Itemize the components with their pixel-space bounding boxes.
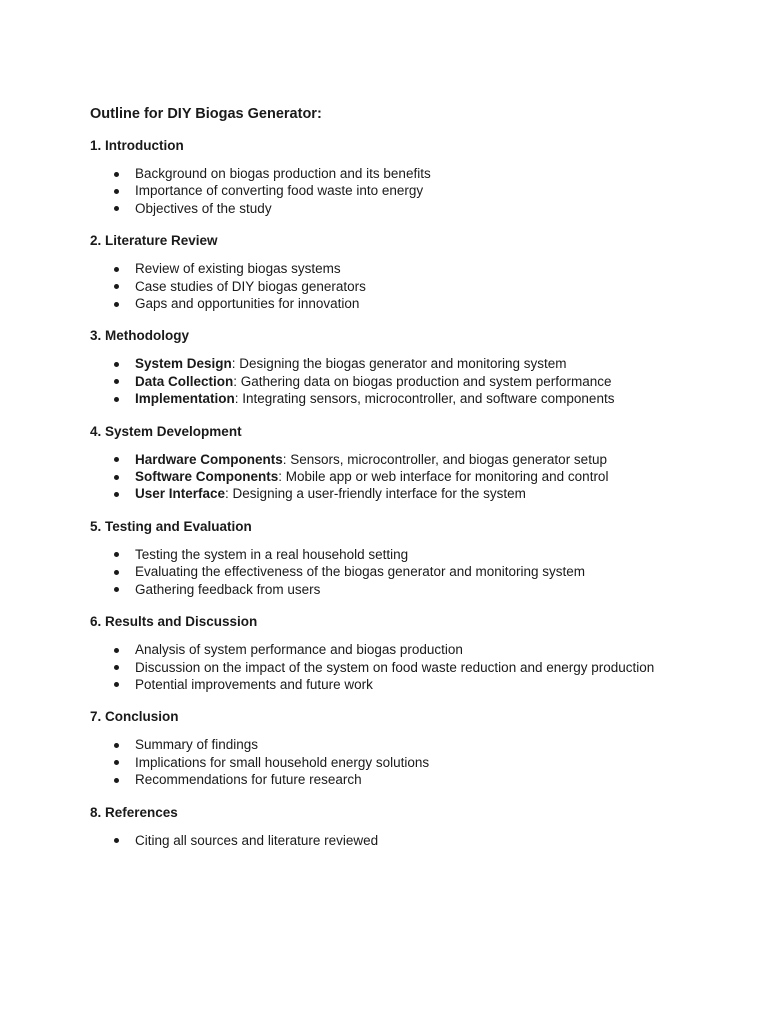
list-item bbox=[90, 468, 690, 485]
bullet-list bbox=[90, 832, 690, 849]
bullet-icon bbox=[114, 172, 119, 177]
list-item-text: : Designing a user-friendly interface for the system bbox=[225, 486, 526, 502]
document-title: Outline for DIY Biogas Generator: bbox=[90, 106, 322, 122]
bullet-list bbox=[90, 355, 690, 407]
list-item-text: Recommendations for future research bbox=[135, 772, 362, 788]
list-item-text: Summary of findings bbox=[135, 737, 259, 753]
list-item-text: Evaluating the effectiveness of the biogas generator and monitoring system bbox=[135, 564, 586, 580]
list-item-text: Background on biogas production and its benefits bbox=[135, 166, 431, 181]
list-item-text: Case studies of DIY biogas generators bbox=[135, 278, 366, 294]
list-item-text: : Sensors, microcontroller, and biogas generator setup bbox=[282, 451, 607, 467]
bullet-list bbox=[90, 165, 690, 217]
list-item-text: Objectives of the study bbox=[135, 200, 272, 216]
section-heading: 1. Introduction bbox=[90, 138, 184, 153]
list-item bbox=[90, 295, 690, 312]
section-heading: 8. References bbox=[90, 804, 178, 820]
bullet-icon bbox=[114, 648, 119, 653]
bullet-icon bbox=[114, 665, 119, 670]
list-item bbox=[90, 390, 690, 407]
list-item-term: Hardware Components bbox=[135, 451, 283, 467]
list-item bbox=[90, 832, 690, 849]
list-item bbox=[90, 278, 690, 295]
list-item-text: Discussion on the impact of the system on food waste reduction and energy production bbox=[135, 659, 655, 675]
list-item bbox=[90, 165, 690, 182]
list-item bbox=[90, 373, 690, 390]
outline-section bbox=[90, 231, 690, 312]
list-item bbox=[90, 200, 690, 217]
bullet-list bbox=[90, 260, 690, 312]
list-item bbox=[90, 563, 690, 580]
bullet-icon bbox=[114, 379, 119, 384]
list-item-text: : Integrating sensors, microcontroller, and software components bbox=[234, 391, 615, 407]
list-item-term: System Design bbox=[135, 356, 232, 372]
bullet-list bbox=[90, 736, 690, 788]
outline-section bbox=[90, 136, 690, 217]
section-heading: 5. Testing and Evaluation bbox=[90, 518, 252, 534]
bullet-icon bbox=[114, 267, 119, 272]
list-item bbox=[90, 451, 690, 468]
bullet-icon bbox=[114, 475, 119, 480]
bullet-icon bbox=[114, 570, 119, 575]
list-item bbox=[90, 641, 690, 658]
list-item-text: Gaps and opportunities for innovation bbox=[135, 296, 360, 312]
outline-section bbox=[90, 422, 690, 503]
bullet-icon bbox=[114, 302, 119, 307]
bullet-icon bbox=[114, 397, 119, 402]
section-heading: 6. Results and Discussion bbox=[90, 614, 258, 630]
list-item bbox=[90, 659, 690, 676]
bullet-icon bbox=[114, 743, 119, 748]
section-heading: 2. Literature Review bbox=[90, 233, 218, 249]
list-item-text: Implications for small household energy solutions bbox=[135, 754, 430, 770]
list-item bbox=[90, 736, 690, 753]
list-item-term: Data Collection bbox=[135, 373, 234, 389]
list-item-text: : Gathering data on biogas production and system performance bbox=[233, 373, 612, 389]
bullet-icon bbox=[114, 457, 119, 462]
list-item bbox=[90, 546, 690, 563]
outline-section bbox=[90, 517, 690, 598]
list-item-text: : Mobile app or web interface for monitoring and control bbox=[278, 469, 609, 485]
outline-section bbox=[90, 326, 690, 407]
bullet-icon bbox=[114, 587, 119, 592]
bullet-icon bbox=[114, 492, 119, 497]
bullet-icon bbox=[114, 552, 119, 557]
bullet-icon bbox=[114, 682, 119, 687]
document-page bbox=[90, 104, 690, 863]
list-item-term: Software Components bbox=[135, 469, 279, 485]
section-heading: 7. Conclusion bbox=[90, 709, 179, 725]
bullet-icon bbox=[114, 760, 119, 765]
list-item bbox=[90, 355, 690, 372]
list-item-text: Citing all sources and literature reviewed bbox=[135, 832, 379, 848]
bullet-icon bbox=[114, 778, 119, 783]
list-item-term: User Interface bbox=[135, 486, 226, 502]
list-item-text: Review of existing biogas systems bbox=[135, 261, 341, 277]
outline-section bbox=[90, 803, 690, 849]
bullet-list bbox=[90, 546, 690, 598]
list-item-text: Gathering feedback from users bbox=[135, 581, 321, 597]
list-item-text: Importance of converting food waste into energy bbox=[135, 183, 424, 199]
bullet-icon bbox=[114, 206, 119, 211]
list-item bbox=[90, 676, 690, 693]
bullet-icon bbox=[114, 189, 119, 194]
bullet-icon bbox=[114, 838, 119, 843]
bullet-list bbox=[90, 451, 690, 503]
outline-section bbox=[90, 612, 690, 693]
list-item bbox=[90, 182, 690, 199]
list-item bbox=[90, 754, 690, 771]
list-item bbox=[90, 260, 690, 277]
section-heading: 3. Methodology bbox=[90, 328, 189, 344]
section-heading: 4. System Development bbox=[90, 423, 242, 439]
list-item-text: Potential improvements and future work bbox=[135, 676, 373, 692]
outline-sections bbox=[90, 136, 690, 849]
list-item bbox=[90, 485, 690, 502]
list-item-term: Implementation bbox=[135, 391, 235, 407]
bullet-list bbox=[90, 641, 690, 693]
list-item-text: : Designing the biogas generator and monitoring system bbox=[231, 356, 567, 372]
bullet-icon bbox=[114, 362, 119, 367]
list-item-text: Testing the system in a real household setting bbox=[135, 546, 409, 562]
list-item-text: Analysis of system performance and biogas production bbox=[135, 642, 463, 658]
outline-section bbox=[90, 707, 690, 788]
bullet-icon bbox=[114, 284, 119, 289]
list-item bbox=[90, 581, 690, 598]
list-item bbox=[90, 771, 690, 788]
